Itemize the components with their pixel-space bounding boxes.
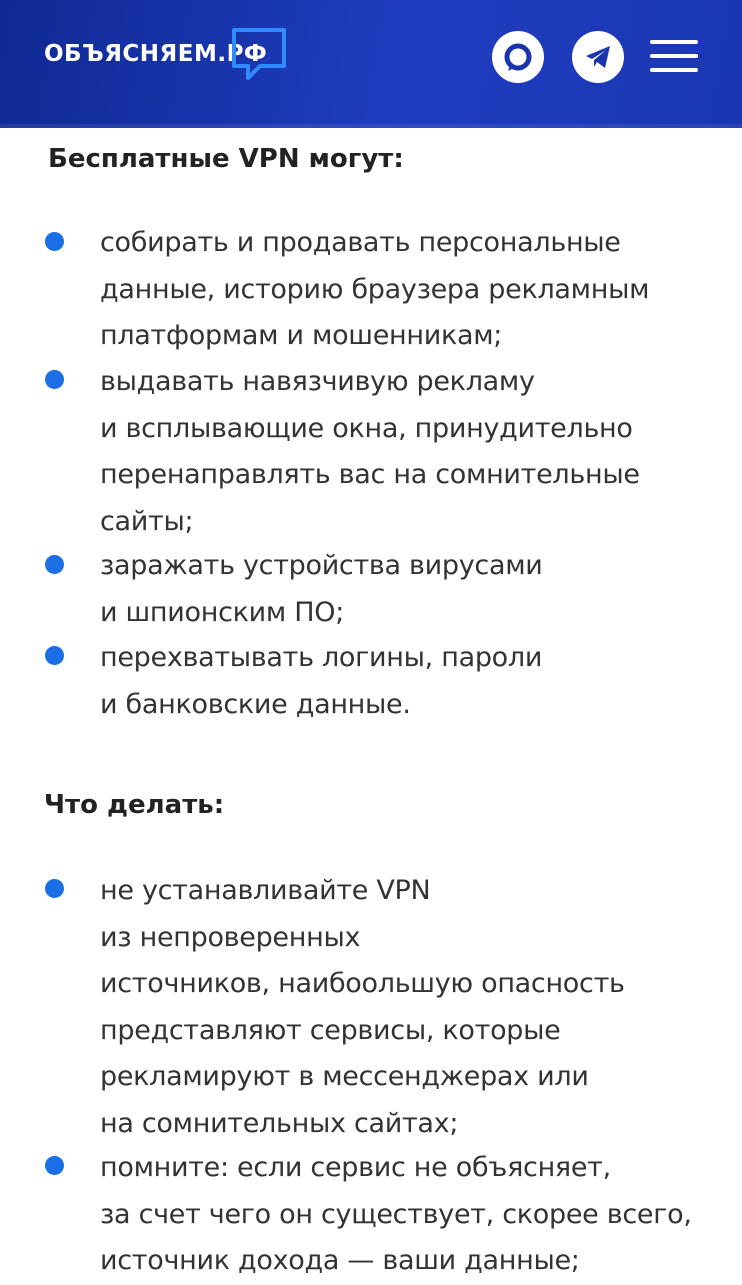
list-item: заражать устройства вирусами и шпионским ПО; xyxy=(100,550,543,628)
list-item: перехватывать логины, пароли и банковские данные. xyxy=(100,642,543,720)
list-item: не устанавливайте VPN из непроверенных источников, наибоольшую опасность представляют сервисы, которые рекламируют в мессенджерах или на сомнительных сайтах; xyxy=(100,875,625,1139)
section-heading: Что делать: xyxy=(44,790,225,820)
site-logo[interactable] xyxy=(44,24,267,84)
bullet-icon xyxy=(45,646,64,665)
site-header xyxy=(0,0,742,128)
list-item: собирать и продавать персональные данные, историю браузера рекламным платформам и мошенникам; xyxy=(100,227,650,351)
list-item: выдавать навязчивую рекламу и всплывающие окна, принудительно перенаправлять вас на сомнительные сайты; xyxy=(100,366,640,537)
menu-icon-line xyxy=(650,54,698,58)
telegram-button[interactable] xyxy=(572,31,624,83)
section-heading: Бесплатные VPN могут: xyxy=(48,144,404,174)
max-messenger-button[interactable] xyxy=(492,31,544,83)
bullet-icon xyxy=(45,879,64,898)
menu-icon xyxy=(650,40,698,44)
bullet-icon xyxy=(45,232,64,251)
bullet-icon xyxy=(45,555,64,574)
bullet-icon xyxy=(45,370,64,389)
max-messenger-icon xyxy=(502,41,534,73)
speech-bubble-icon xyxy=(230,26,290,82)
bullet-icon xyxy=(45,1156,64,1175)
telegram-icon xyxy=(583,42,613,72)
logo-text: ОБЪЯСНЯЕМ.РФ xyxy=(44,41,268,67)
menu-button[interactable] xyxy=(650,40,698,74)
list-item: помните: если сервис не объясняет, за счет чего он существует, скорее всего, источник дохода — ваши данные; xyxy=(100,1152,692,1276)
menu-icon-line xyxy=(650,68,698,72)
